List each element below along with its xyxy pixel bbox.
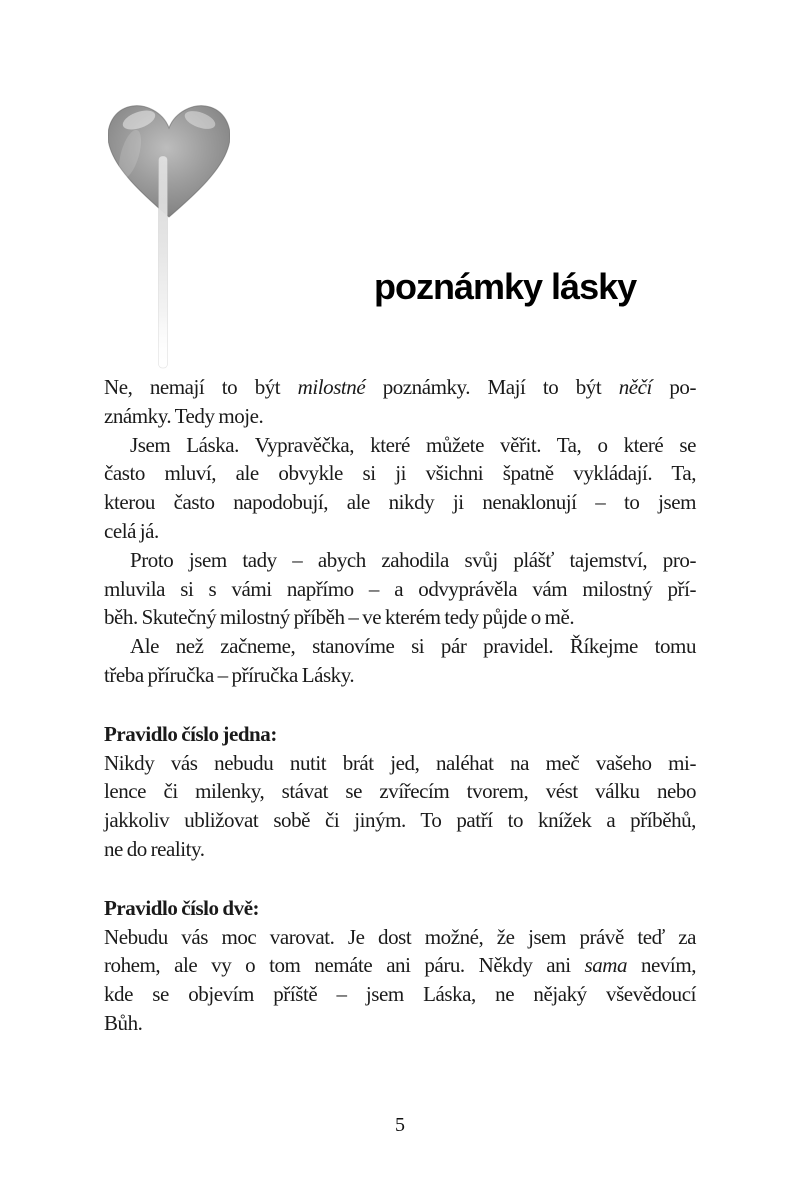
text-line: Bůh. xyxy=(104,1010,143,1035)
text-line: mluvila si s vámi napřímo – a odvyprávěla vám milostný pří- xyxy=(104,576,696,601)
text-line: Nikdy vás nebudu nutit brát jed, naléhat na meč vašeho mi- xyxy=(104,750,696,775)
heart-candy xyxy=(108,106,230,217)
lollipop-stick xyxy=(159,156,168,368)
text-line: kde se objevím příště – jsem Láska, ne nějaký vševědoucí xyxy=(104,982,696,1007)
body-text xyxy=(104,373,696,1038)
text-line: lence či milenky, stávat se zvířecím tvorem, vést válku nebo xyxy=(104,779,696,804)
text-line: celá já. xyxy=(104,518,159,543)
paragraph xyxy=(104,632,696,690)
text-line: kterou často napodobují, ale nikdy ji nenaklonují – to jsem xyxy=(104,490,696,515)
chapter-title: poznámky lásky xyxy=(374,266,637,307)
rule-heading: Pravidlo číslo jedna: xyxy=(104,721,277,746)
text-line: Ale než začneme, stanovíme si pár pravidel. Říkejme tomu xyxy=(130,634,696,659)
rule-heading: Pravidlo číslo dvě: xyxy=(104,895,260,920)
text-line: Ne, nemají to být milostné poznámky. Mají to být něčí po- xyxy=(104,375,696,399)
rule-section xyxy=(104,720,696,864)
paragraph xyxy=(104,546,696,632)
paragraph xyxy=(104,373,696,431)
text-line: známky. Tedy moje. xyxy=(104,403,264,428)
text-line: Jsem Láska. Vypravěčka, které můžete věřit. Ta, o které se xyxy=(130,432,696,457)
page-number: 5 xyxy=(395,1114,405,1136)
text-line: rohem, ale vy o tom nemáte ani páru. Někdy ani sama nevím, xyxy=(104,953,696,978)
text-line: Proto jsem tady – abych zahodila svůj plášť tajemství, pro- xyxy=(130,547,696,572)
rule-section xyxy=(104,894,696,1038)
heart-lollipop-image xyxy=(108,104,230,370)
text-line: běh. Skutečný milostný příběh – ve kterém tedy půjde o mě. xyxy=(104,605,575,630)
text-line: třeba příručka – příručka Lásky. xyxy=(104,662,355,687)
text-line: Nebudu vás moc varovat. Je dost možné, že jsem právě teď za xyxy=(104,924,696,949)
paragraph xyxy=(104,431,696,546)
text-line: často mluví, ale obvykle si ji všichni špatně vykládají. Ta, xyxy=(104,461,696,486)
text-line: ne do reality. xyxy=(104,836,205,861)
text-line: jakkoliv ubližovat sobě či jiným. To patří to knížek a příběhů, xyxy=(104,808,696,833)
